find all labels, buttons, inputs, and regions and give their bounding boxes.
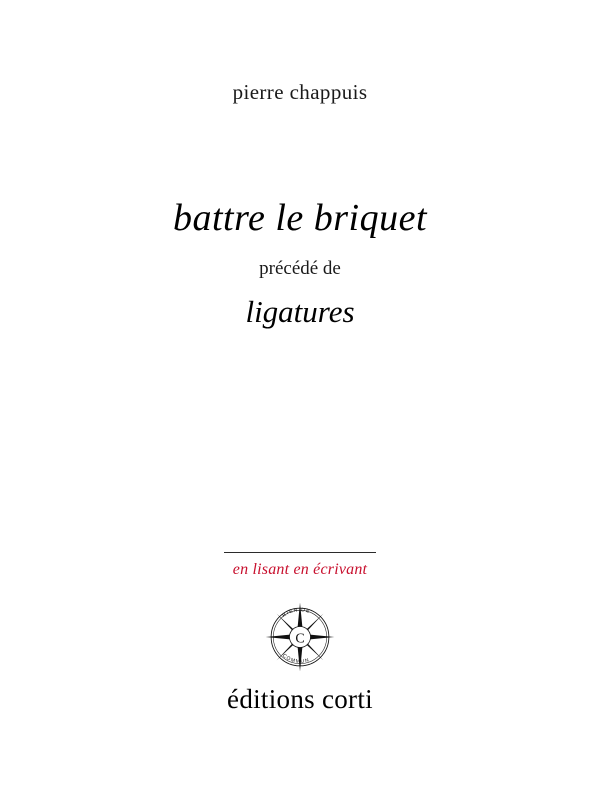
preceded-by-label: précédé de [259,258,341,279]
divider-rule [224,552,376,553]
book-title: battre le briquet [172,197,428,239]
publisher-name: éditions corti [227,684,373,714]
svg-text:COMMUN: COMMUN [281,652,311,665]
publisher-logo-wrap [0,598,600,676]
svg-text:C: C [295,630,305,647]
svg-text:RIEN DE: RIEN DE [281,607,312,619]
author-name: pierre chappuis [232,80,368,104]
collection-block [0,552,600,579]
corti-compass-rose-logo [261,598,339,676]
collection-name: en lisant en écrivant [232,561,368,578]
book-subtitle: ligatures [245,294,355,329]
